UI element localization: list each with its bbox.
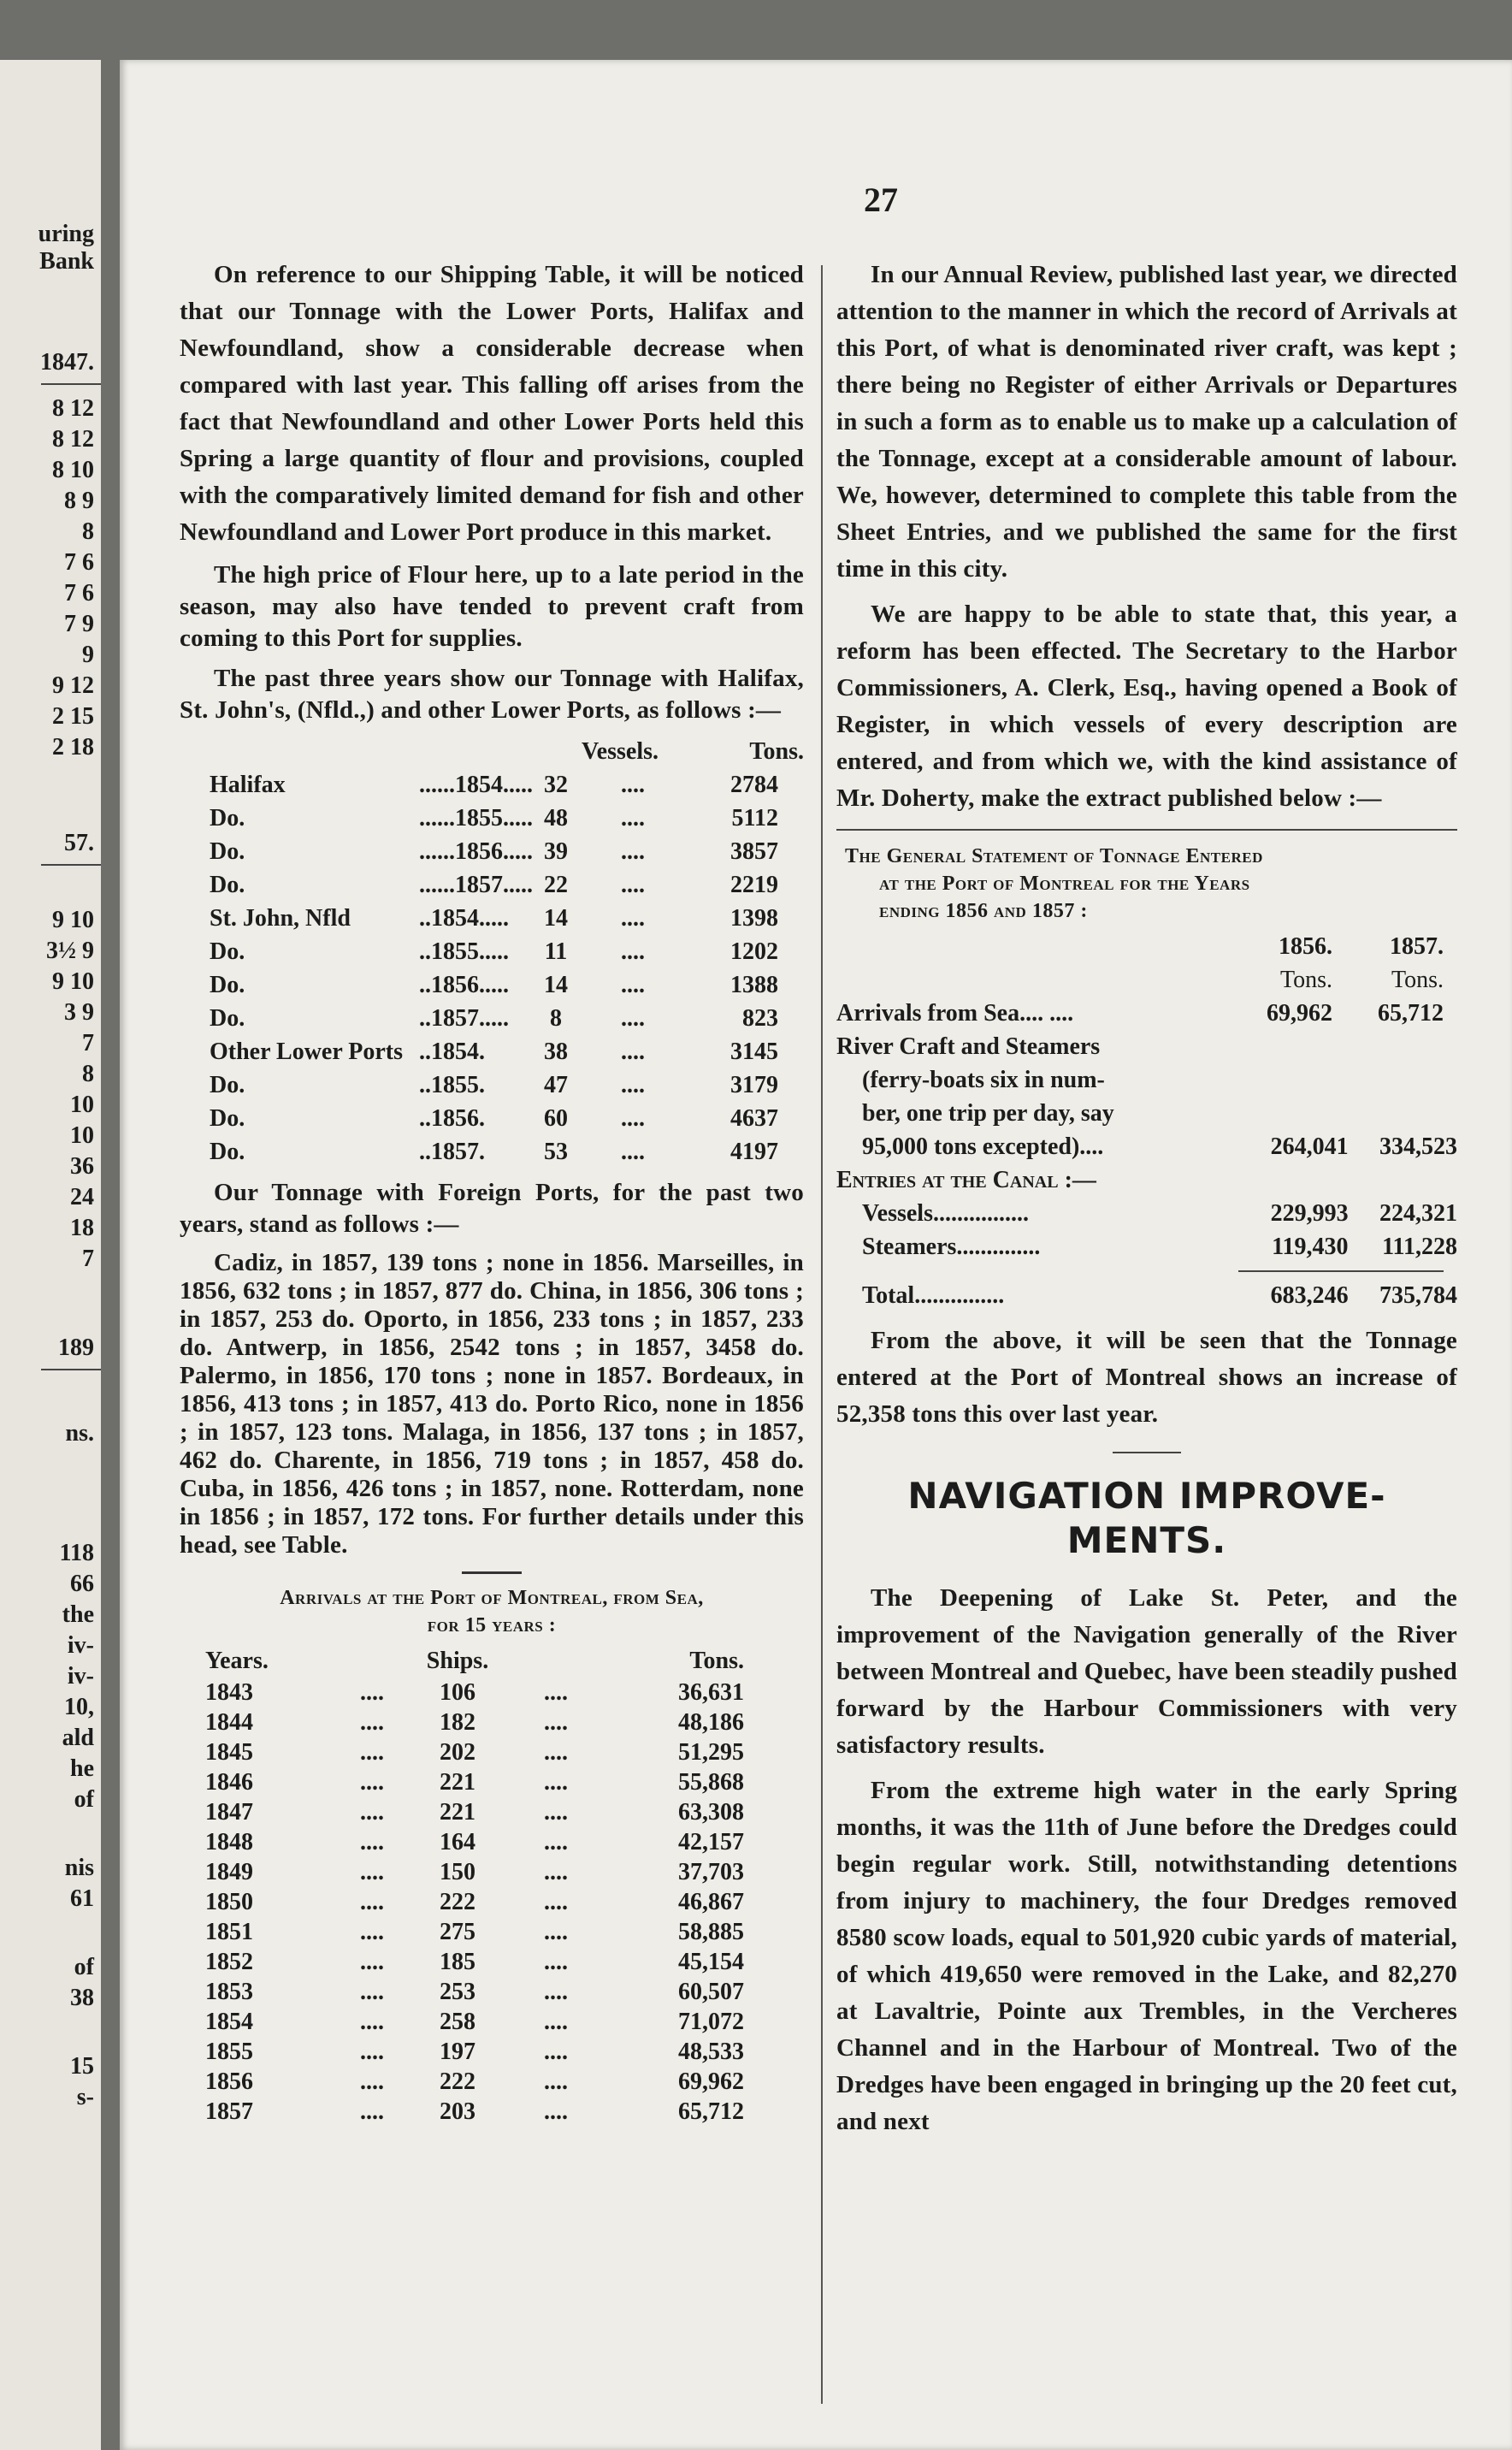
year-cell: 1850 <box>205 1889 253 1915</box>
leader-cell: .... <box>621 838 645 865</box>
right-column <box>836 257 1457 2149</box>
port-cell: Do. <box>210 872 245 898</box>
row-label: Vessels................ <box>862 1200 1029 1227</box>
previous-page-fragment: 3½ 9 <box>46 938 94 964</box>
vessels-header: Vessels. <box>582 738 659 765</box>
year-cell: 1844 <box>205 1709 253 1736</box>
row-label: 95,000 tons excepted).... <box>862 1133 1104 1160</box>
value-1857: 735,784 <box>1379 1282 1457 1309</box>
previous-page-fragment: 2 18 <box>52 734 94 760</box>
tons-cell: 3857 <box>730 838 778 865</box>
table-row <box>180 1035 804 1068</box>
tons-cell: 42,157 <box>678 1829 744 1855</box>
leader-cell: .... <box>544 2039 568 2065</box>
tonnage-statement-table <box>836 930 1457 1312</box>
year-cell: 1856 <box>205 2068 253 2095</box>
previous-page-fragment: he <box>70 1755 94 1782</box>
table-row <box>836 1163 1457 1197</box>
previous-page-fragment: iv- <box>67 1632 94 1659</box>
row-label: Entries at the Canal :— <box>836 1167 1096 1193</box>
previous-page-fragment: Bank <box>39 248 94 275</box>
port-cell: Do. <box>210 1139 245 1165</box>
row-label: ber, one trip per day, say <box>862 1100 1114 1127</box>
ships-cell: 275 <box>440 1919 475 1945</box>
units-row <box>836 963 1457 997</box>
arrivals-caption <box>180 1584 804 1639</box>
row-label: (ferry-boats six in num- <box>862 1067 1105 1093</box>
leader-cell: .... <box>360 2039 384 2065</box>
table-row <box>180 1797 804 1827</box>
previous-page-fragment: 57. <box>64 830 94 856</box>
year-cell: ......1856..... <box>419 838 533 865</box>
table-row-total <box>836 1279 1457 1312</box>
previous-page-fragment: 8 <box>82 1061 94 1087</box>
previous-page-fragment: 7 <box>82 1246 94 1272</box>
foreign-ports-list <box>180 1249 804 1559</box>
ships-cell: 203 <box>440 2098 475 2125</box>
year-cell: 1852 <box>205 1949 253 1975</box>
ships-cell: 221 <box>440 1799 475 1826</box>
tons-cell: 3179 <box>730 1072 778 1098</box>
column-divider <box>821 265 823 2404</box>
tons-1857-header: Tons. <box>1391 967 1444 993</box>
section-rule <box>1113 1452 1181 1453</box>
tons-cell: 2219 <box>730 872 778 898</box>
leader-cell: .... <box>544 2098 568 2125</box>
leader-cell: .... <box>544 1859 568 1885</box>
leader-cell: .... <box>544 1709 568 1736</box>
year-cell: 1849 <box>205 1859 253 1885</box>
year-cell: 1855 <box>205 2039 253 2065</box>
previous-page-fragment: 8 9 <box>64 488 94 514</box>
tons-cell: 1388 <box>730 972 778 998</box>
value-1857: 334,523 <box>1379 1133 1457 1160</box>
leader-cell: .... <box>621 905 645 932</box>
previous-page-fragment: 10 <box>70 1092 94 1118</box>
leader-cell: .... <box>360 1679 384 1706</box>
tons-cell: 63,308 <box>678 1799 744 1826</box>
table-row <box>180 835 804 868</box>
table-row <box>180 1068 804 1102</box>
year-cell: ..1854. <box>419 1039 485 1065</box>
leader-cell: .... <box>360 1769 384 1796</box>
leader-cell: .... <box>621 805 645 831</box>
leader-cell: .... <box>360 2068 384 2095</box>
year-1856-header: 1856. <box>1279 933 1332 960</box>
ships-cell: 258 <box>440 2009 475 2035</box>
previous-page-fragment: uring <box>38 221 94 247</box>
vessels-cell: 48 <box>544 805 568 831</box>
leader-cell: .... <box>360 2098 384 2125</box>
vessels-cell: 38 <box>544 1039 568 1065</box>
previous-page-fragment: 189 <box>58 1334 94 1361</box>
fragment-rule <box>41 1369 101 1370</box>
paragraph-deepening: The Deepening of Lake St. Peter, and the improvement of the Navigation generally of the River between Montreal and Quebec, have been steadily pushed forward by the Harbour Commissioners with very satisfactory results. <box>836 1584 1457 1759</box>
table-row <box>836 1097 1457 1130</box>
year-cell: ..1857..... <box>419 1005 509 1032</box>
year-cell: ......1857..... <box>419 872 533 898</box>
leader-cell: .... <box>360 1799 384 1826</box>
leader-cell: .... <box>360 2009 384 2035</box>
table-row <box>180 2037 804 2067</box>
table-row <box>180 968 804 1002</box>
vessels-cell: 14 <box>544 905 568 932</box>
ships-cell: 197 <box>440 2039 475 2065</box>
table-row <box>180 902 804 935</box>
leader-cell: .... <box>544 1769 568 1796</box>
paragraph-flour-price: The high price of Flour here, up to a late period in the season, may also have tended to prevent craft from coming to this Port for supplies. <box>180 561 804 652</box>
previous-page-fragment: 10, <box>64 1694 94 1720</box>
tons-cell: 65,712 <box>678 2098 744 2125</box>
arrivals-caption-line: for 15 years : <box>427 1614 557 1636</box>
tons-cell: 37,703 <box>678 1859 744 1885</box>
port-cell: Do. <box>210 1105 245 1132</box>
ships-cell: 150 <box>440 1859 475 1885</box>
ships-cell: 222 <box>440 2068 475 2095</box>
row-label: River Craft and Steamers <box>836 1033 1101 1060</box>
previous-page-fragment: 61 <box>70 1885 94 1912</box>
previous-page-fragment: 118 <box>59 1540 94 1566</box>
table-row <box>836 1130 1457 1163</box>
year-cell: ..1857. <box>419 1139 485 1165</box>
previous-page-fragment: 1847. <box>40 349 94 376</box>
paragraph-dredges: From the extreme high water in the early Spring months, it was the 11th of June before the Dredges could begin regular work. Still, notwithstanding detentions from injury to machinery, the four Dredges removed 8580 scow loads, equal to 501,920 cubic yards of material, of which 419,650 were removed in the Lake, and 82,270 at Lavaltrie, Pointe aux Trembles, in the Vercheres Channel and in the Harbour of Montreal. Two of the Dredges have been engaged in bringing up the 20 feet cut, and next <box>836 1777 1457 2135</box>
previous-page-fragment: 8 12 <box>52 426 94 453</box>
vessels-cell: 60 <box>544 1105 568 1132</box>
vessels-cell: 22 <box>544 872 568 898</box>
tons-cell: 3145 <box>730 1039 778 1065</box>
leader-cell: .... <box>360 1829 384 1855</box>
previous-page-fragment: 24 <box>70 1184 94 1210</box>
value-1857: 65,712 <box>1378 1000 1444 1027</box>
previous-page-fragment: 8 <box>82 518 94 545</box>
port-cell: Do. <box>210 1005 245 1032</box>
previous-page-fragment: 7 6 <box>64 580 94 607</box>
previous-page-fragment: 38 <box>70 1985 94 2011</box>
year-cell: 1847 <box>205 1799 253 1826</box>
previous-page-fragment: of <box>74 1954 94 1980</box>
table-header <box>180 1644 804 1678</box>
port-cell: Other Lower Ports <box>210 1039 404 1065</box>
value-1857: 224,321 <box>1379 1200 1457 1227</box>
year-cell: ......1855..... <box>419 805 533 831</box>
ships-header: Ships. <box>426 1648 489 1674</box>
year-cell: 1845 <box>205 1739 253 1766</box>
paragraph-shipping-table: On reference to our Shipping Table, it will be noticed that our Tonnage with the Lower Ports, Halifax and Newfoundland, show a considerable decrease when compared with last year. This falling off arises from the fact that Newfoundland and other Lower Ports held this Spring a large quantity of flour and provisions, coupled with the comparatively limited demand for fish and other Newfoundland and Lower Port produce in this market. <box>180 261 804 546</box>
leader-cell: .... <box>621 872 645 898</box>
year-cell: ......1854..... <box>419 772 533 798</box>
table-row <box>180 1707 804 1737</box>
lower-ports-table <box>180 735 804 1169</box>
year-cell: 1857 <box>205 2098 253 2125</box>
tons-cell: 60,507 <box>678 1979 744 2005</box>
vessels-cell: 14 <box>544 972 568 998</box>
leader-cell: .... <box>544 1979 568 2005</box>
paragraph-reform: We are happy to be able to state that, this year, a reform has been effected. The Secretary to the Harbor Commissioners, A. Clerk, Esq., having opened a Book of Register, in which vessels of every description are entered, and from which we, with the kind assistance of Mr. Doherty, make the extract published below :— <box>836 601 1457 812</box>
navigation-heading <box>836 1474 1457 1563</box>
ships-cell: 185 <box>440 1949 475 1975</box>
foreign-ports-text: Cadiz, in 1857, 139 tons ; none in 1856. Marseilles, in 1856, 632 tons ; in 1857, 877 do. China, in 1856, 306 tons ; in 1857, 253 do. Oporto, in 1856, 233 tons ; in 1857, 233 do. Antwerp, in 1856, 2542 tons ; in 1857, 3458 do. Palermo, in 1856, 170 tons ; none in 1857. Bordeaux, in 1856, 413 tons ; in 1857, 413 do. Porto Rico, none in 1856 ; in 1857, 123 tons. Malaga, in 1856, 137 tons ; in 1857, 462 do. Charente, in 1856, 719 tons ; in 1857, 458 do. Cuba, in 1856, 426 tons ; in 1857, none. Rotterdam, none in 1856 ; in 1857, 172 tons. For further details under this head, see Table. <box>180 1249 804 1559</box>
tons-cell: 4197 <box>730 1139 778 1165</box>
tons-cell: 823 <box>742 1005 778 1032</box>
years-row <box>836 930 1457 963</box>
tons-cell: 36,631 <box>678 1679 744 1706</box>
table-row <box>180 1002 804 1035</box>
port-cell: Do. <box>210 838 245 865</box>
table-row <box>836 1197 1457 1230</box>
table-row <box>180 2097 804 2127</box>
leader-cell: .... <box>360 1739 384 1766</box>
leader-cell: .... <box>544 1949 568 1975</box>
leader-cell: .... <box>621 1139 645 1165</box>
row-label: Steamers.............. <box>862 1234 1041 1260</box>
table-row <box>180 802 804 835</box>
table-row <box>180 935 804 968</box>
previous-page-edge <box>0 60 101 2450</box>
previous-page-fragment: of <box>74 1786 94 1813</box>
previous-page-fragment: 3 9 <box>64 999 94 1026</box>
ships-cell: 164 <box>440 1829 475 1855</box>
year-cell: ..1855. <box>419 1072 485 1098</box>
previous-page-fragment: ald <box>62 1725 94 1751</box>
tons-cell: 2784 <box>730 772 778 798</box>
leader-cell: .... <box>544 2009 568 2035</box>
leader-cell: .... <box>621 972 645 998</box>
year-cell: 1854 <box>205 2009 253 2035</box>
tons-cell: 45,154 <box>678 1949 744 1975</box>
leader-cell: .... <box>360 1979 384 2005</box>
previous-page-fragment: 10 <box>70 1122 94 1149</box>
tons-cell: 51,295 <box>678 1739 744 1766</box>
port-cell: Do. <box>210 1072 245 1098</box>
tonnage-caption-line: The General Statement of Tonnage Entered <box>845 845 1263 867</box>
previous-page-fragment: 36 <box>70 1153 94 1180</box>
value-1856: 264,041 <box>1270 1133 1349 1160</box>
section-rule <box>836 829 1457 831</box>
year-cell: ..1854..... <box>419 905 509 932</box>
arrivals-caption-line: Arrivals at the Port of Montreal, from Sea, <box>280 1587 704 1609</box>
year-cell: 1846 <box>205 1769 253 1796</box>
leader-cell: .... <box>360 1709 384 1736</box>
heading-line: NAVIGATION IMPROVE- <box>907 1475 1386 1517</box>
table-row <box>180 1947 804 1977</box>
heading-line: MENTS. <box>1066 1519 1227 1561</box>
previous-page-fragment: 7 9 <box>64 611 94 637</box>
table-row <box>180 868 804 902</box>
previous-page-fragment: 7 6 <box>64 549 94 576</box>
leader-cell: .... <box>360 1919 384 1945</box>
leader-cell: .... <box>360 1859 384 1885</box>
previous-page-fragment: ns. <box>65 1420 94 1447</box>
previous-page-fragment: 9 12 <box>52 672 94 699</box>
year-cell: 1853 <box>205 1979 253 2005</box>
table-row <box>180 1917 804 1947</box>
ships-cell: 106 <box>440 1679 475 1706</box>
tons-cell: 58,885 <box>678 1919 744 1945</box>
leader-cell: .... <box>621 1105 645 1132</box>
leader-cell: .... <box>544 1889 568 1915</box>
leader-cell: .... <box>544 1799 568 1826</box>
table-row <box>180 1767 804 1797</box>
leader-cell: .... <box>360 1949 384 1975</box>
paragraph-increase: From the above, it will be seen that the Tonnage entered at the Port of Montreal shows an increase of 52,358 tons this over last year. <box>836 1327 1457 1428</box>
previous-page-fragment: 8 10 <box>52 457 94 483</box>
ships-cell: 202 <box>440 1739 475 1766</box>
tons-cell: 48,186 <box>678 1709 744 1736</box>
tons-cell: 55,868 <box>678 1769 744 1796</box>
arrivals-table <box>180 1644 804 2127</box>
value-1856: 683,246 <box>1270 1282 1349 1309</box>
year-cell: 1851 <box>205 1919 253 1945</box>
row-label: Total............... <box>862 1282 1005 1309</box>
table-row <box>180 1857 804 1887</box>
ships-cell: 222 <box>440 1889 475 1915</box>
table-row <box>180 1977 804 2007</box>
leader-cell: .... <box>544 2068 568 2095</box>
paragraph-foreign-ports: Our Tonnage with Foreign Ports, for the past two years, stand as follows :— <box>180 1179 804 1238</box>
tons-1856-header: Tons. <box>1279 967 1332 993</box>
table-row <box>180 1827 804 1857</box>
leader-cell: .... <box>544 1919 568 1945</box>
leader-cell: .... <box>621 772 645 798</box>
previous-page-fragment: 15 <box>70 2053 94 2080</box>
vessels-cell: 32 <box>544 772 568 798</box>
value-1856: 119,430 <box>1272 1234 1349 1260</box>
value-1856: 229,993 <box>1270 1200 1349 1227</box>
year-1857-header: 1857. <box>1390 933 1444 960</box>
leader-cell: .... <box>621 1039 645 1065</box>
previous-page-fragment: 8 12 <box>52 395 94 422</box>
year-cell: 1843 <box>205 1679 253 1706</box>
vessels-cell: 39 <box>544 838 568 865</box>
tons-header: Tons. <box>749 738 804 765</box>
leader-cell: .... <box>621 1005 645 1032</box>
leader-cell: .... <box>544 1679 568 1706</box>
document-page <box>120 60 1512 2450</box>
row-label: Arrivals from Sea.... .... <box>836 1000 1074 1027</box>
value-1856: 69,962 <box>1267 1000 1332 1027</box>
vessels-cell: 47 <box>544 1072 568 1098</box>
port-cell: Halifax <box>210 772 286 798</box>
previous-page-fragment: 7 <box>82 1030 94 1056</box>
port-cell: St. John, Nfld <box>210 905 351 932</box>
fragment-rule <box>41 383 101 385</box>
leader-cell: .... <box>544 1829 568 1855</box>
table-row <box>180 768 804 802</box>
previous-page-fragment: 9 <box>82 642 94 668</box>
tons-cell: 48,533 <box>678 2039 744 2065</box>
leader-cell: .... <box>544 1739 568 1766</box>
previous-page-fragment: the <box>62 1601 94 1628</box>
tons-cell: 4637 <box>730 1105 778 1132</box>
vessels-cell: 11 <box>544 938 568 965</box>
ships-cell: 221 <box>440 1769 475 1796</box>
table-row <box>180 2007 804 2037</box>
tonnage-caption-line: ending 1856 and 1857 : <box>879 900 1088 922</box>
ships-cell: 253 <box>440 1979 475 2005</box>
leader-cell: .... <box>621 1072 645 1098</box>
tons-cell: 69,962 <box>678 2068 744 2095</box>
year-cell: ..1855..... <box>419 938 509 965</box>
ships-cell: 182 <box>440 1709 475 1736</box>
table-row <box>180 1135 804 1169</box>
tons-cell: 71,072 <box>678 2009 744 2035</box>
previous-page-fragment: 66 <box>70 1571 94 1597</box>
year-cell: 1848 <box>205 1829 253 1855</box>
table-row <box>180 1678 804 1707</box>
table-row <box>836 1030 1457 1063</box>
table-row <box>836 1230 1457 1263</box>
year-cell: ..1856..... <box>419 972 509 998</box>
table-header <box>180 735 804 768</box>
section-rule <box>462 1571 522 1574</box>
tonnage-caption-line: at the Port of Montreal for the Years <box>879 873 1250 895</box>
previous-page-fragment: nis <box>64 1855 94 1881</box>
previous-page-fragment: 18 <box>70 1215 94 1241</box>
years-header: Years. <box>205 1648 269 1674</box>
previous-page-fragment: 9 10 <box>52 968 94 995</box>
previous-page-fragment: 9 10 <box>52 907 94 933</box>
value-1857: 111,228 <box>1382 1234 1457 1260</box>
sum-rule <box>1238 1270 1444 1272</box>
year-cell: ..1856. <box>419 1105 485 1132</box>
table-row <box>180 1102 804 1135</box>
paragraph-annual-review: In our Annual Review, published last year, we directed attention to the manner in which the record of Arrivals at this Port, of what is denominated river craft, was kept ; there being no Register of either Arrivals or Departures in such a form as to enable us to make up a calculation of the Tonnage, except at a considerable amount of labour. We, however, determined to complete this table from the Sheet Entries, and we published the same for the first time in this city. <box>836 261 1457 583</box>
vessels-cell: 53 <box>544 1139 568 1165</box>
tons-cell: 46,867 <box>678 1889 744 1915</box>
previous-page-fragment: s- <box>76 2084 94 2110</box>
leader-cell: .... <box>621 938 645 965</box>
port-cell: Do. <box>210 972 245 998</box>
tons-cell: 5112 <box>731 805 778 831</box>
tons-cell: 1398 <box>730 905 778 932</box>
tons-header: Tons. <box>689 1648 744 1674</box>
page-number: 27 <box>864 180 898 219</box>
tonnage-caption <box>836 843 1457 925</box>
table-row <box>180 2067 804 2097</box>
vessels-cell: 8 <box>550 1005 562 1032</box>
leader-cell: .... <box>360 1889 384 1915</box>
tons-cell: 1202 <box>730 938 778 965</box>
port-cell: Do. <box>210 938 245 965</box>
table-row <box>836 1063 1457 1097</box>
left-column <box>180 257 804 2127</box>
port-cell: Do. <box>210 805 245 831</box>
previous-page-fragment: 2 15 <box>52 703 94 730</box>
previous-page-fragment: iv- <box>67 1663 94 1690</box>
fragment-rule <box>41 864 101 866</box>
table-row <box>180 1887 804 1917</box>
paragraph-three-years: The past three years show our Tonnage with Halifax, St. John's, (Nfld.,) and other Lower Ports, as follows :— <box>180 665 804 724</box>
table-row <box>836 997 1457 1030</box>
table-row <box>180 1737 804 1767</box>
